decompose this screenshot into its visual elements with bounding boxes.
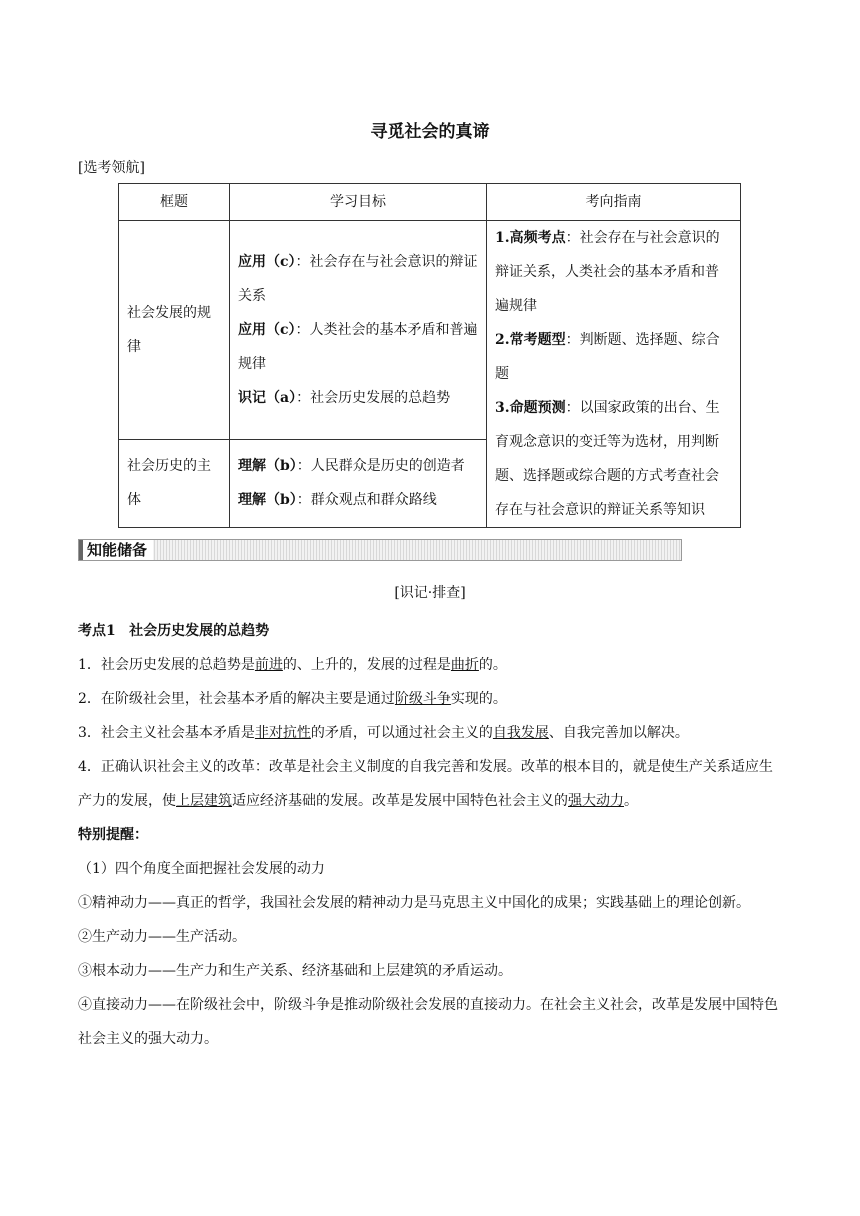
knowledge-item: 1．社会历史发展的总趋势是前进的、上升的，发展的过程是曲折的。 bbox=[78, 657, 507, 673]
section-banner bbox=[78, 539, 682, 561]
table-header: 学习目标 bbox=[230, 184, 487, 221]
goal-line: 应用（c）：人类社会的基本矛盾和普遍规律 bbox=[238, 321, 478, 372]
reminder-block bbox=[78, 852, 783, 1056]
topic-cell: 社会历史的主体 bbox=[119, 439, 230, 527]
knowledge-body bbox=[78, 614, 783, 1056]
reminder-heading: （1）四个角度全面把握社会发展的动力 bbox=[78, 861, 325, 877]
kaodian-heading: 考点1 社会历史发展的总趋势 bbox=[78, 623, 270, 639]
goal-line: 识记（a）：社会历史发展的总趋势 bbox=[238, 389, 451, 406]
reminder-line: ①精神动力——真正的哲学，我国社会发展的精神动力是马克思主义中国化的成果；实践基础上的理论创新。 bbox=[78, 895, 750, 911]
goal-line: 理解（b）：群众观点和群众路线 bbox=[238, 492, 437, 509]
reminder-line: ③根本动力——生产力和生产关系、经济基础和上层建筑的矛盾运动。 bbox=[78, 963, 512, 979]
table-header-row bbox=[119, 184, 741, 221]
banner-label: 知能储备 bbox=[79, 540, 153, 560]
table-header: 考向指南 bbox=[487, 184, 741, 221]
guide-line: 2.常考题型：判断题、选择题、综合题 bbox=[495, 332, 720, 382]
page-title: 寻觅社会的真谛 bbox=[370, 122, 490, 142]
goal-line: 应用（c）：社会存在与社会意识的辩证关系 bbox=[238, 253, 478, 304]
table-header: 框题 bbox=[119, 184, 230, 221]
goals-cell bbox=[230, 439, 487, 527]
guide-line: 3.命题预测：以国家政策的出台、生育观念意识的变迁等为选材，用判断题、选择题或综合题的方式考查社会存在与社会意识的辩证关系等知识 bbox=[495, 400, 720, 518]
goals-cell bbox=[230, 221, 487, 440]
knowledge-item: 3．社会主义社会基本矛盾是非对抗性的矛盾，可以通过社会主义的自我发展、自我完善加以解决。 bbox=[78, 725, 689, 741]
reminder-line: ②生产动力——生产活动。 bbox=[78, 929, 246, 945]
exam-guide-table bbox=[118, 183, 741, 528]
guide-cell bbox=[487, 221, 741, 528]
subheading: [识记·排查] bbox=[394, 585, 466, 601]
section-tag: [选考领航] bbox=[78, 160, 145, 176]
reminder-label: 特别提醒： bbox=[78, 827, 148, 843]
reminder-line: ④直接动力——在阶级社会中，阶级斗争是推动阶级社会发展的直接动力。在社会主义社会，改革是发展中国特色社会主义的强大动力。 bbox=[78, 997, 778, 1047]
knowledge-item: 4．正确认识社会主义的改革：改革是社会主义制度的自我完善和发展。改革的根本目的，就是使生产关系适应生产力的发展，使上层建筑适应经济基础的发展。改革是发展中国特色社会主义的强大动力。 bbox=[78, 759, 773, 809]
table-row bbox=[119, 221, 741, 440]
goal-line: 理解（b）：人民群众是历史的创造者 bbox=[238, 458, 465, 475]
guide-line: 1.高频考点：社会存在与社会意识的辩证关系，人类社会的基本矛盾和普遍规律 bbox=[495, 230, 720, 314]
knowledge-item: 2．在阶级社会里，社会基本矛盾的解决主要是通过阶级斗争实现的。 bbox=[78, 691, 507, 707]
topic-cell: 社会发展的规律 bbox=[119, 221, 230, 440]
